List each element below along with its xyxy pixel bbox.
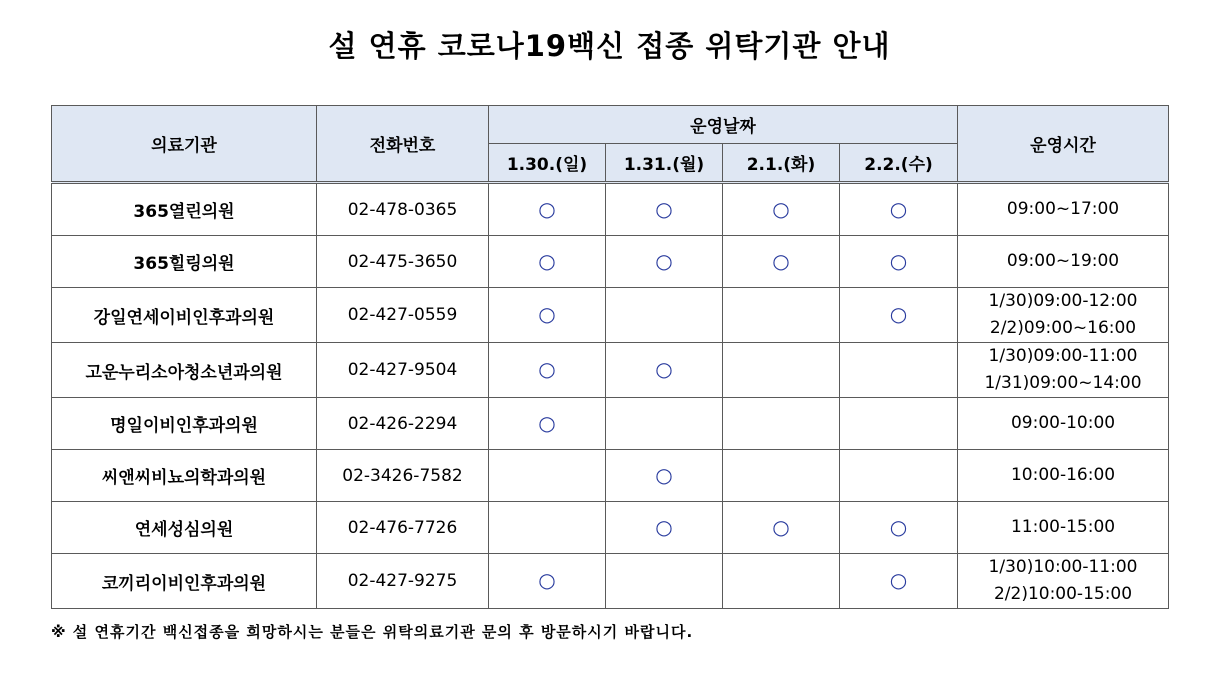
date-cell bbox=[723, 398, 840, 450]
date-cell bbox=[606, 450, 723, 502]
hours-line: 09:00-10:00 bbox=[1010, 413, 1116, 433]
date-cell bbox=[489, 450, 606, 502]
date-cell bbox=[723, 502, 840, 554]
institution-name: 고운누리소아청소년과의원 bbox=[52, 343, 317, 398]
vaccination-schedule-table bbox=[51, 105, 1169, 609]
date-cell bbox=[489, 236, 606, 288]
open-circle-mark: ○ bbox=[538, 357, 556, 381]
institution-name: 명일이비인후과의원 bbox=[52, 398, 317, 450]
header-date-4: 2.2.(수) bbox=[840, 144, 958, 183]
hours-line: 1/31)09:00~14:00 bbox=[984, 373, 1142, 393]
date-cell bbox=[840, 236, 958, 288]
date-cell bbox=[489, 183, 606, 236]
date-cell bbox=[840, 398, 958, 450]
operating-hours bbox=[958, 502, 1169, 554]
hours-line: 1/30)10:00-11:00 bbox=[988, 557, 1138, 577]
table-row bbox=[52, 236, 1169, 288]
institution-name: 씨앤씨비뇨의학과의원 bbox=[52, 450, 317, 502]
date-cell bbox=[606, 183, 723, 236]
table-body bbox=[52, 183, 1169, 609]
open-circle-mark: ○ bbox=[655, 357, 673, 381]
date-cell bbox=[489, 288, 606, 343]
open-circle-mark: ○ bbox=[772, 196, 790, 221]
open-circle-mark: ○ bbox=[655, 196, 673, 221]
date-cell bbox=[723, 183, 840, 236]
date-cell bbox=[840, 554, 958, 609]
open-circle-mark: ○ bbox=[538, 568, 556, 592]
open-circle-mark: ○ bbox=[772, 514, 790, 539]
hours-line: 1/30)09:00-12:00 bbox=[988, 291, 1138, 311]
header-date-3: 2.1.(화) bbox=[723, 144, 840, 183]
operating-hours bbox=[958, 288, 1169, 343]
table-row bbox=[52, 450, 1169, 502]
date-cell bbox=[840, 288, 958, 343]
date-cell bbox=[606, 554, 723, 609]
open-circle-mark: ○ bbox=[655, 462, 673, 487]
table-row bbox=[52, 288, 1169, 343]
open-circle-mark: ○ bbox=[655, 248, 673, 273]
table-row bbox=[52, 183, 1169, 236]
phone-number: 02-476-7726 bbox=[317, 502, 489, 554]
phone-number: 02-478-0365 bbox=[317, 183, 489, 236]
date-cell bbox=[723, 236, 840, 288]
institution-name: 365힐링의원 bbox=[52, 236, 317, 288]
date-cell bbox=[723, 450, 840, 502]
institution-name: 연세성심의원 bbox=[52, 502, 317, 554]
header-phone: 전화번호 bbox=[317, 106, 489, 183]
date-cell bbox=[840, 183, 958, 236]
date-cell bbox=[489, 554, 606, 609]
table-row bbox=[52, 343, 1169, 398]
date-cell bbox=[723, 288, 840, 343]
open-circle-mark: ○ bbox=[772, 248, 790, 273]
hours-line: 1/30)09:00-11:00 bbox=[988, 346, 1138, 366]
hours-line: 11:00-15:00 bbox=[1010, 517, 1116, 537]
phone-number: 02-427-9275 bbox=[317, 554, 489, 609]
open-circle-mark: ○ bbox=[538, 302, 556, 326]
date-cell bbox=[489, 343, 606, 398]
phone-number: 02-3426-7582 bbox=[317, 450, 489, 502]
header-date-1: 1.30.(일) bbox=[489, 144, 606, 183]
open-circle-mark: ○ bbox=[889, 248, 908, 273]
date-cell bbox=[606, 343, 723, 398]
institution-name: 365열린의원 bbox=[52, 183, 317, 236]
operating-hours bbox=[958, 183, 1169, 236]
open-circle-mark: ○ bbox=[538, 248, 556, 273]
table-row bbox=[52, 398, 1169, 450]
phone-number: 02-475-3650 bbox=[317, 236, 489, 288]
header-date-2: 1.31.(월) bbox=[606, 144, 723, 183]
date-cell bbox=[489, 502, 606, 554]
date-cell bbox=[840, 450, 958, 502]
hours-line: 09:00~17:00 bbox=[1006, 199, 1120, 219]
date-cell bbox=[840, 343, 958, 398]
date-cell bbox=[606, 236, 723, 288]
phone-number: 02-427-9504 bbox=[317, 343, 489, 398]
hours-line: 09:00~19:00 bbox=[1006, 251, 1120, 271]
operating-hours bbox=[958, 343, 1169, 398]
open-circle-mark: ○ bbox=[889, 196, 908, 221]
operating-hours bbox=[958, 554, 1169, 609]
open-circle-mark: ○ bbox=[538, 410, 556, 435]
hours-line: 2/2)10:00-15:00 bbox=[993, 584, 1133, 604]
open-circle-mark: ○ bbox=[655, 514, 673, 539]
date-cell bbox=[606, 398, 723, 450]
date-cell bbox=[606, 502, 723, 554]
operating-hours bbox=[958, 398, 1169, 450]
phone-number: 02-427-0559 bbox=[317, 288, 489, 343]
header-hours: 운영시간 bbox=[958, 106, 1169, 183]
open-circle-mark: ○ bbox=[889, 302, 908, 326]
open-circle-mark: ○ bbox=[889, 568, 908, 592]
institution-name: 코끼리이비인후과의원 bbox=[52, 554, 317, 609]
date-cell bbox=[723, 343, 840, 398]
table-row bbox=[52, 554, 1169, 609]
date-cell bbox=[840, 502, 958, 554]
header-institution: 의료기관 bbox=[52, 106, 317, 183]
hours-line: 10:00-16:00 bbox=[1010, 465, 1116, 485]
open-circle-mark: ○ bbox=[889, 514, 908, 539]
institution-name: 강일연세이비인후과의원 bbox=[52, 288, 317, 343]
open-circle-mark: ○ bbox=[538, 196, 556, 221]
date-cell bbox=[489, 398, 606, 450]
footnote: ※ 설 연휴기간 백신접종을 희망하시는 분들은 위탁의료기관 문의 후 방문하시기 바랍니다. bbox=[51, 623, 694, 641]
operating-hours bbox=[958, 236, 1169, 288]
phone-number: 02-426-2294 bbox=[317, 398, 489, 450]
operating-hours bbox=[958, 450, 1169, 502]
hours-line: 2/2)09:00~16:00 bbox=[989, 318, 1137, 338]
table-row bbox=[52, 502, 1169, 554]
header-dates-group: 운영날짜 bbox=[489, 106, 958, 144]
date-cell bbox=[723, 554, 840, 609]
date-cell bbox=[606, 288, 723, 343]
page-title: 설 연휴 코로나19백신 접종 위탁기관 안내 bbox=[328, 29, 891, 63]
